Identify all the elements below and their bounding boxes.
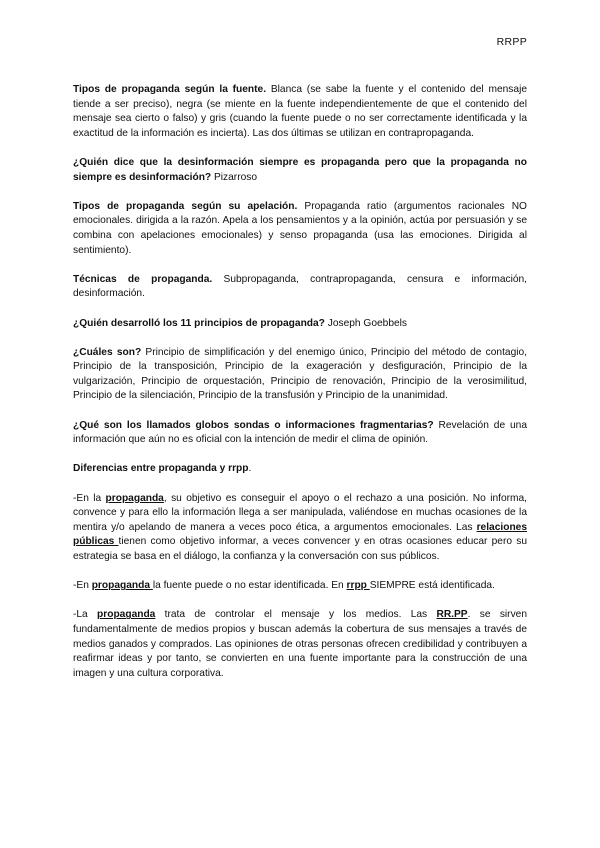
paragraph-principles-list bbox=[73, 346, 527, 404]
text-appeal: Propaganda ratio (argumentos racionales NO emocionales. dirigida a la razón. Apela a los pensamientos y a la opinión, actúa por persuasión y se combina con apelaciones emocionales) y senso propaganda (usa las emociones. Dirigida al sentimiento). bbox=[73, 200, 527, 256]
answer-trial-balloons: Revelación de una información que aún no es oficial con la intención de medir el clima de opinión. bbox=[73, 419, 527, 446]
text-fragment: trata de controlar el mensaje y los medios. Las bbox=[155, 609, 437, 621]
paragraph-principles-author bbox=[73, 317, 527, 332]
text-fragment: la fuente puede o no estar identificada. En bbox=[152, 580, 347, 592]
paragraph-propaganda-source bbox=[73, 83, 527, 141]
question-principles-list: ¿Cuáles son? bbox=[73, 346, 142, 358]
page-header: RRPP bbox=[496, 36, 527, 48]
text-fragment: tienen como objetivo informar, a veces convencer y en otras ocasiones educar pero su estrategia se basa en el diálogo, la confianza y la conversación con sus públicos. bbox=[73, 536, 527, 562]
paragraph-propaganda-techniques bbox=[73, 273, 527, 302]
heading-differences: Diferencias entre propaganda y rrpp bbox=[73, 463, 249, 475]
term-rrpp-abbrev: RR.PP bbox=[436, 609, 468, 621]
answer-principles-author: Joseph Goebbels bbox=[324, 317, 408, 329]
question-disinformation: ¿Quién dice que la desinformación siempre es propaganda pero que la propaganda no siempre es desinformación? bbox=[73, 156, 527, 183]
answer-disinformation: Pizarroso bbox=[211, 171, 258, 183]
paragraph-propaganda-appeal bbox=[73, 200, 527, 258]
text-fragment: -En bbox=[73, 580, 92, 592]
paragraph-difference-source bbox=[73, 579, 527, 594]
paragraph-differences-heading bbox=[73, 462, 527, 477]
answer-principles-list: Principio de simplificación y del enemigo único, Principio del método de contagio, Principio de la transposición, Principio de la exageración y desfiguración, Principio de la vulgarización, Principio de orquestación, Principio de renovación, Principio de la verosimilitud, Principio de la silenciación, Principio de la transfusión y Principio de la unanimidad. bbox=[73, 346, 528, 402]
heading-differences-dot: . bbox=[248, 463, 252, 475]
paragraph-difference-media bbox=[73, 608, 527, 681]
question-principles-author: ¿Quién desarrolló los 11 principios de propaganda? bbox=[73, 317, 325, 329]
document-body bbox=[73, 83, 527, 696]
text-fragment: -En la bbox=[73, 492, 106, 504]
paragraph-disinformation-question bbox=[73, 156, 527, 185]
term-relaciones-publicas: relaciones públicas bbox=[73, 521, 527, 548]
text-source: Blanca (se sabe la fuente y el contenido del mensaje tiende a ser preciso), negra (se miente en la fuente independientemente de que el contenido del mensaje sea cierto o falso) y gris (cuando la fuente puede o no ser correctamente identificada y la exactitud de la información es incierta). Las dos últimas se utilizan en contrapropaganda. bbox=[73, 84, 527, 139]
text-fragment: . se sirven fundamentalmente de medios propios y buscan además la cobertura de sus mensajes a través de medios ganados y comprados. Las opiniones de otras personas ofrecen credibilidad y contribuyen a reafirmar ideas y por tanto, se convierten en una fuente importante para la construcción de una imagen y una cultura corporativa. bbox=[73, 609, 527, 679]
text-techniques: Subpropaganda, contrapropaganda, censura e información, desinformación. bbox=[73, 273, 527, 300]
heading-source: Tipos de propaganda según la fuente. bbox=[73, 84, 267, 95]
heading-techniques: Técnicas de propaganda. bbox=[73, 273, 213, 285]
text-fragment: , su objetivo es conseguir el apoyo o el rechazo a una posición. No informa, convence y para ello la información llega a ser manipulada, valiéndose en muchas ocasiones de la mentira y/o apelando de manera a veces poco ética, a argumentos emocionales. Las bbox=[73, 492, 527, 533]
term-propaganda: propaganda bbox=[97, 609, 156, 621]
question-trial-balloons: ¿Qué son los llamados globos sondas o informaciones fragmentarias? bbox=[73, 419, 434, 431]
text-fragment: SIEMPRE está identificada. bbox=[369, 580, 495, 592]
term-propaganda: propaganda bbox=[91, 580, 153, 592]
paragraph-difference-objective bbox=[73, 492, 527, 565]
paragraph-trial-balloons bbox=[73, 419, 527, 448]
heading-appeal: Tipos de propaganda según su apelación. bbox=[73, 200, 298, 212]
term-propaganda: propaganda bbox=[105, 492, 164, 504]
term-rrpp: rrpp bbox=[346, 580, 370, 592]
text-fragment: -La bbox=[73, 609, 98, 621]
